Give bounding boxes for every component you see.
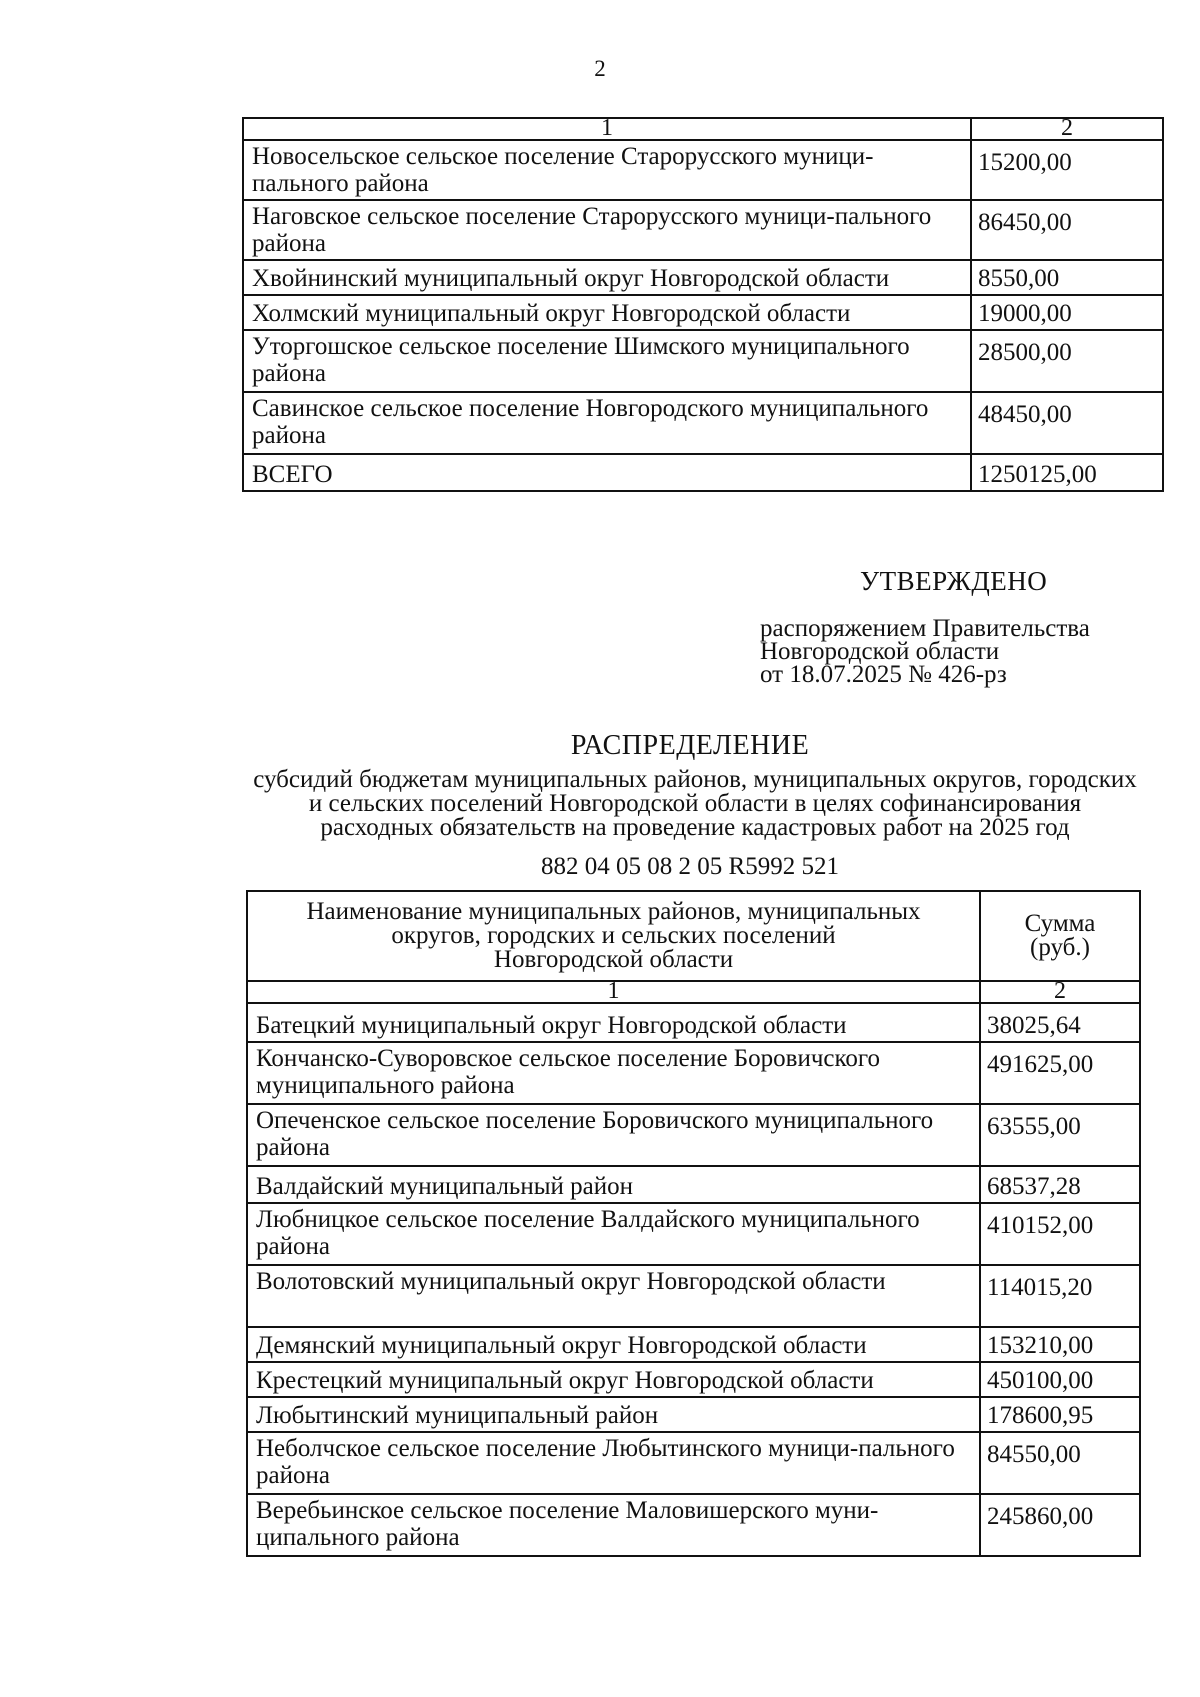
table-row <box>247 1166 1140 1203</box>
municipality-name: Валдайский муниципальный район <box>247 1166 980 1203</box>
table-row <box>243 295 1163 330</box>
amount: 8550,00 <box>971 260 1163 295</box>
column-number-1: 1 <box>247 981 980 1003</box>
table-row <box>247 1397 1140 1432</box>
approval-line-3: от 18.07.2025 № 426-рз <box>760 661 1007 688</box>
document-title: РАСПРЕДЕЛЕНИЕ <box>570 730 810 761</box>
header-sum <box>980 891 1140 981</box>
amount: 68537,28 <box>980 1166 1140 1203</box>
allocation-table <box>246 890 1141 1557</box>
municipality-name: Хвойнинский муниципальный округ Новгородской области <box>243 260 971 295</box>
amount: 410152,00 <box>980 1203 1140 1265</box>
municipality-name: Холмский муниципальный округ Новгородской области <box>243 295 971 330</box>
table-row <box>247 1104 1140 1166</box>
header-sum-line-1: Сумма <box>1024 910 1096 937</box>
municipality-name: Любытинский муниципальный район <box>247 1397 980 1432</box>
amount: 86450,00 <box>971 200 1163 260</box>
municipality-name: Уторгошское сельское поселение Шимского муниципального района <box>243 330 971 392</box>
municipality-name: Савинское сельское поселение Новгородского муниципального района <box>243 392 971 454</box>
header-name-line-1: Наименование муниципальных районов, муниципальных <box>306 898 921 925</box>
table-row <box>247 1265 1140 1327</box>
total-label: ВСЕГО <box>243 454 971 491</box>
allocation-table-continued <box>242 117 1164 492</box>
table-row <box>243 260 1163 295</box>
subtitle-line-3: расходных обязательств на проведение кадастровых работ на 2025 год <box>320 814 1070 841</box>
amount: 19000,00 <box>971 295 1163 330</box>
header-name-line-3: Новгородской области <box>493 946 734 973</box>
table-row <box>247 1327 1140 1362</box>
total-row <box>243 454 1163 491</box>
table-row <box>243 200 1163 260</box>
approval-line-2: Новгородской области <box>760 638 1000 665</box>
municipality-name: Кончанско-Суворовское сельское поселение Боровичского муниципального района <box>247 1042 980 1104</box>
subtitle-line-2: и сельских поселений Новгородской области в целях софинансирования <box>308 790 1082 817</box>
document-subtitle <box>210 768 1180 840</box>
column-number-1: 1 <box>243 118 971 140</box>
table-row <box>247 1003 1140 1042</box>
amount: 491625,00 <box>980 1042 1140 1104</box>
amount: 48450,00 <box>971 392 1163 454</box>
municipality-name: Демянский муниципальный округ Новгородской области <box>247 1327 980 1362</box>
table-row <box>243 140 1163 200</box>
approval-title: УТВЕРЖДЕНО <box>860 566 1048 596</box>
amount: 178600,95 <box>980 1397 1140 1432</box>
amount: 84550,00 <box>980 1432 1140 1494</box>
municipality-name: Батецкий муниципальный округ Новгородской области <box>247 1003 980 1042</box>
municipality-name: Наговское сельское поселение Старорусского муници-пального района <box>243 200 971 260</box>
amount: 245860,00 <box>980 1494 1140 1556</box>
subtitle-line-1: субсидий бюджетам муниципальных районов, муниципальных округов, городских <box>253 766 1137 793</box>
table-header-row <box>247 891 1140 981</box>
approval-stamp <box>760 566 1090 688</box>
column-number-2: 2 <box>980 981 1140 1003</box>
amount: 153210,00 <box>980 1327 1140 1362</box>
municipality-name: Волотовский муниципальный округ Новгородской области <box>247 1265 980 1327</box>
table-row <box>247 1203 1140 1265</box>
amount: 28500,00 <box>971 330 1163 392</box>
total-amount: 1250125,00 <box>971 454 1163 491</box>
amount: 450100,00 <box>980 1362 1140 1397</box>
municipality-name: Любницкое сельское поселение Валдайского муниципального района <box>247 1203 980 1265</box>
table-row <box>243 330 1163 392</box>
header-name-line-2: округов, городских и сельских поселений <box>391 922 836 949</box>
municipality-name: Крестецкий муниципальный округ Новгородской области <box>247 1362 980 1397</box>
municipality-name: Опеченское сельское поселение Боровичского муниципального района <box>247 1104 980 1166</box>
table-row <box>247 1494 1140 1556</box>
table-row <box>247 1042 1140 1104</box>
approval-line-1: распоряжением Правительства <box>760 615 1090 642</box>
column-number-row <box>247 981 1140 1003</box>
amount: 63555,00 <box>980 1104 1140 1166</box>
header-sum-line-2: (руб.) <box>1030 934 1090 961</box>
page-number: 2 <box>594 56 606 81</box>
municipality-name: Новосельское сельское поселение Старорусского муници-пального района <box>243 140 971 200</box>
amount: 114015,20 <box>980 1265 1140 1327</box>
table-row <box>247 1362 1140 1397</box>
budget-code: 882 04 05 08 2 05 R5992 521 <box>541 853 839 880</box>
municipality-name: Веребьинское сельское поселение Маловишерского муни-ципального района <box>247 1494 980 1556</box>
table-row <box>247 1432 1140 1494</box>
municipality-name: Неболчское сельское поселение Любытинского муници-пального района <box>247 1432 980 1494</box>
column-number-row <box>243 118 1163 140</box>
amount: 15200,00 <box>971 140 1163 200</box>
amount: 38025,64 <box>980 1003 1140 1042</box>
header-name <box>247 891 980 981</box>
table-row <box>243 392 1163 454</box>
column-number-2: 2 <box>971 118 1163 140</box>
